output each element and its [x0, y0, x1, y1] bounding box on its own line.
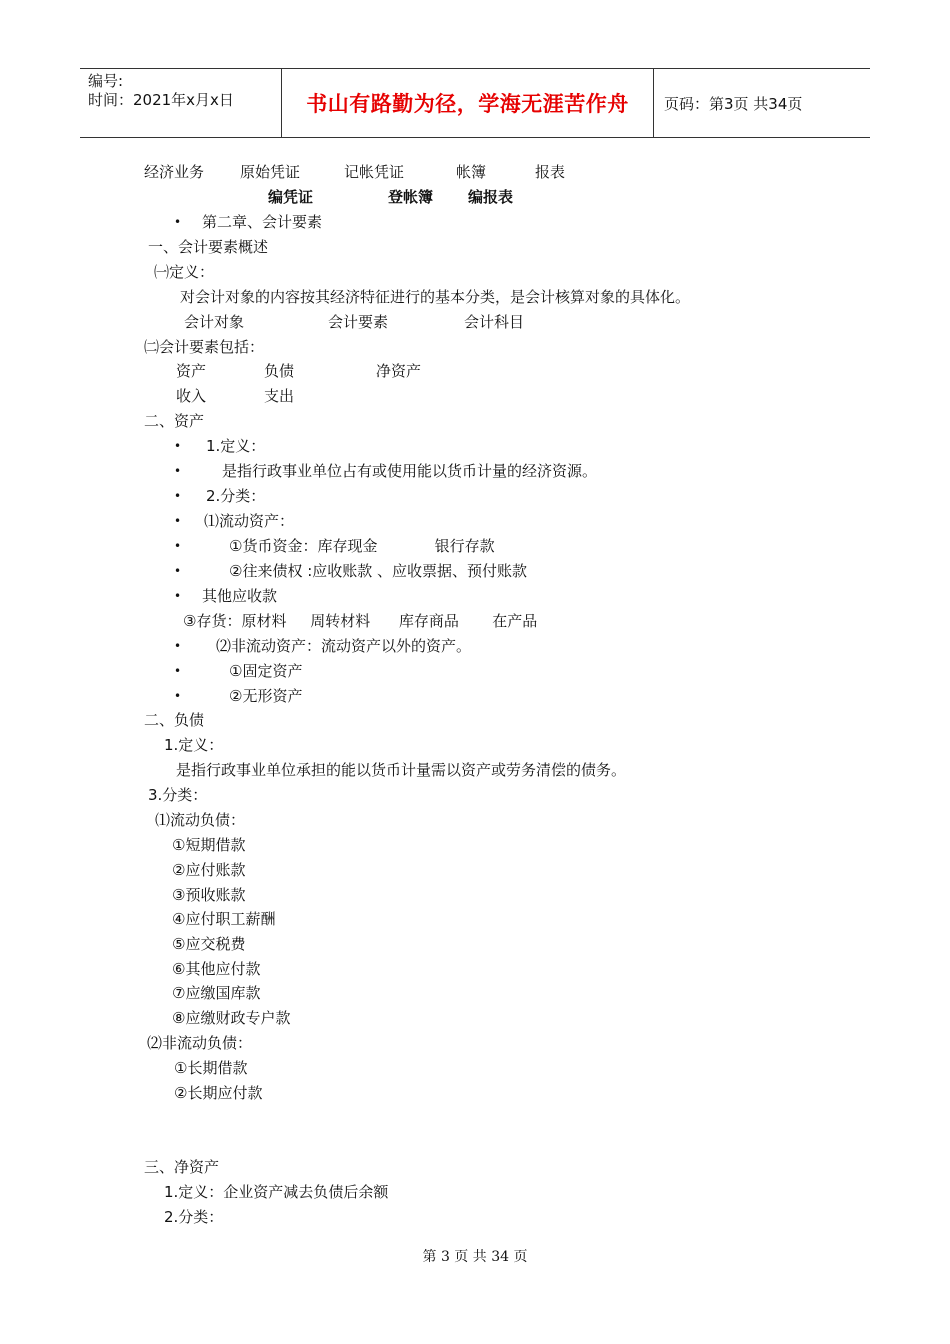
list-item: 其他应收款 [202, 587, 278, 605]
flow-step: 报表 [535, 163, 566, 181]
document-date: 时间：2021年x月x日 [88, 91, 234, 109]
list-item: ⑧应缴财政专户款 [172, 1009, 291, 1027]
bullet-icon: • [174, 639, 182, 653]
flow-action: 登帐簿 [388, 188, 434, 206]
bullet-icon: • [174, 489, 182, 503]
subheading: 2.分类： [164, 1208, 224, 1226]
element-item: 资产 [176, 362, 207, 380]
flow-step: 帐簿 [456, 163, 487, 181]
subheading: ㈡会计要素包括： [144, 338, 265, 356]
element-item: 支出 [264, 387, 295, 405]
flow-step: 原始凭证 [240, 163, 301, 181]
list-item: ③预收账款 [172, 886, 246, 904]
subheading: ⑵非流动负债： [147, 1034, 253, 1052]
header-page-info: 页码：第3页 共34页 [664, 94, 803, 113]
bullet-icon: • [174, 564, 182, 578]
list-item: ④应付职工薪酬 [172, 910, 276, 928]
list-item: ①长期借款 [174, 1059, 248, 1077]
list-item: ①货币资金：库存现金 银行存款 [229, 537, 495, 555]
definition-text: 对会计对象的内容按其经济特征进行的基本分类，是会计核算对象的具体化。 [180, 288, 691, 306]
list-item: ①固定资产 [229, 662, 303, 680]
flow-step: 经济业务 [144, 163, 205, 181]
section-heading: 二、负债 [144, 711, 205, 729]
bullet-icon: • [174, 439, 182, 453]
list-item: ⑵非流动资产：流动资产以外的资产。 [216, 637, 472, 655]
definition-text: 1.定义：企业资产减去负债后余额 [164, 1183, 389, 1201]
bullet-icon: • [174, 514, 182, 528]
flow-action: 编报表 [468, 188, 514, 206]
header-motto: 书山有路勤为径，学海无涯苦作舟 [282, 69, 654, 137]
list-item: ①短期借款 [172, 836, 246, 854]
bullet-icon: • [174, 589, 182, 603]
concept-item: 会计要素 [328, 313, 389, 331]
bullet-icon: • [174, 539, 182, 553]
element-item: 净资产 [376, 362, 422, 380]
flow-step: 记帐凭证 [344, 163, 405, 181]
page-footer: 第 3 页 共 34 页 [422, 1249, 528, 1265]
section-heading: 一、会计要素概述 [148, 238, 269, 256]
document-number-label: 编号: [88, 72, 124, 90]
subheading: ㈠定义： [154, 263, 215, 281]
subheading: 3.分类： [148, 786, 208, 804]
flow-action: 编凭证 [268, 188, 314, 206]
list-item: ⑤应交税费 [172, 935, 246, 953]
concept-item: 会计对象 [184, 313, 245, 331]
element-item: 收入 [176, 387, 207, 405]
chapter-title: 第二章、会计要素 [202, 213, 323, 231]
subheading: 1.定义： [206, 437, 266, 455]
definition-text: 是指行政事业单位承担的能以货币计量需以资产或劳务清偿的债务。 [176, 761, 627, 779]
subheading: ⑴流动负债： [155, 811, 246, 829]
list-item: ②长期应付款 [174, 1084, 263, 1102]
subheading: ⑴流动资产： [204, 512, 295, 530]
list-item: ③存货：原材料 周转材料 库存商品 在产品 [183, 612, 538, 630]
page-header [80, 68, 870, 138]
bullet-icon: • [174, 464, 182, 478]
subheading: 2.分类： [206, 487, 266, 505]
definition-text: 是指行政事业单位占有或使用能以货币计量的经济资源。 [222, 462, 598, 480]
list-item: ⑥其他应付款 [172, 960, 261, 978]
concept-item: 会计科目 [464, 313, 525, 331]
header-meta [80, 69, 282, 137]
element-item: 负债 [264, 362, 295, 380]
list-item: ②无形资产 [229, 687, 303, 705]
subheading: 1.定义： [164, 736, 224, 754]
bullet-icon: • [174, 664, 182, 678]
section-heading: 三、净资产 [144, 1158, 220, 1176]
section-heading: 二、资产 [144, 412, 205, 430]
list-item: ⑦应缴国库款 [172, 984, 261, 1002]
bullet-icon: • [174, 689, 182, 703]
bullet-icon: • [174, 215, 182, 229]
list-item: ②往来债权 :应收账款 、应收票据、预付账款 [229, 562, 528, 580]
list-item: ②应付账款 [172, 861, 246, 879]
